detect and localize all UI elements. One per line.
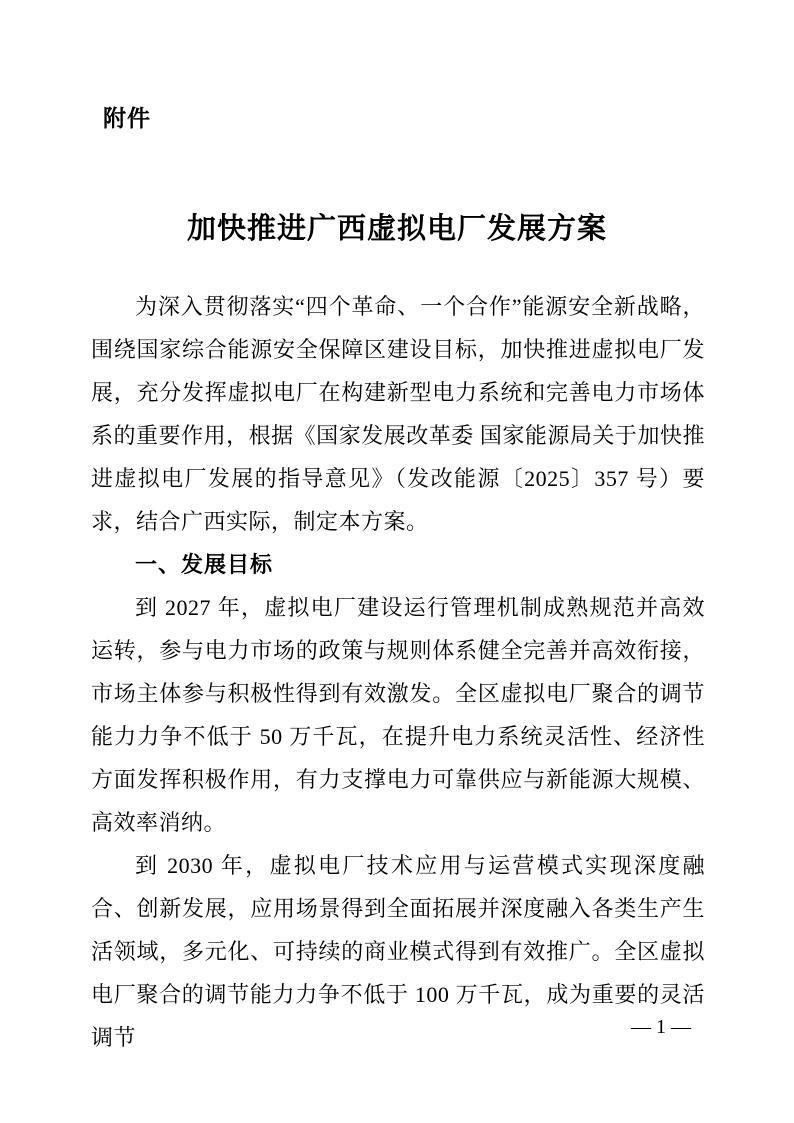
attachment-label: 附件 [103, 105, 151, 131]
page-number: — 1 — [631, 1016, 691, 1038]
paragraph-2030-goals: 到 2030 年，虚拟电厂技术应用与运营模式实现深度融合、创新发展，应用场景得到全面拓展并深度融入各类生产生活领域，多元化、可持续的商业模式得到有效推广。全区虚拟电厂聚合的调节能力力争不低于 100 万千瓦，成为重要的灵活调节 [91, 853, 705, 1050]
intro-paragraph: 为深入贯彻落实“四个革命、一个合作”能源安全新战略，围绕国家综合能源安全保障区建设目标，加快推进虚拟电厂发展，充分发挥虚拟电厂在构建新型电力系统和完善电力市场体系的重要作用，根据《国家发展改革委 国家能源局关于加快推进虚拟电厂发展的指导意见》（发改能源〔2025〕357 号）要求，结合广西实际，制定本方案。 [91, 294, 705, 534]
paragraph-2027-goals: 到 2027 年，虚拟电厂建设运行管理机制成熟规范并高效运转，参与电力市场的政策与规则体系健全完善并高效衔接，市场主体参与积极性得到有效激发。全区虚拟电厂聚合的调节能力力争不低于 50 万千瓦，在提升电力系统灵活性、经济性方面发挥积极作用，有力支撑电力可靠供应与新能源大规模、高效率消纳。 [91, 595, 705, 835]
document-body [91, 285, 705, 1059]
document-title: 加快推进广西虚拟电厂发展方案 [186, 213, 607, 246]
section-heading-development-goals: 一、发展目标 [135, 552, 274, 577]
